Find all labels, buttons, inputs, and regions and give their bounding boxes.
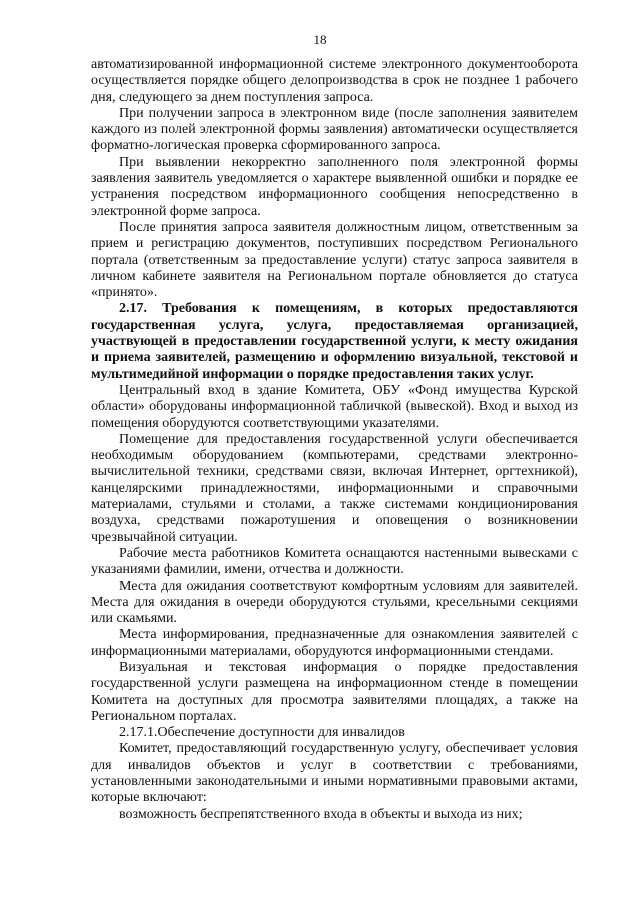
- paragraph-status-update: После принятия запроса заявителя должностным лицом, ответственным за прием и регистрацию документов, поступивших посредством Регионального портала (ответственным за предоставление услуги) статус запроса заявителя в личном кабинете заявителя на Региональном портале обновляется до статуса «принято».: [91, 219, 578, 301]
- subsection-heading-2-17-1: 2.17.1.Обеспечение доступности для инвалидов: [119, 725, 405, 741]
- document-body: [91, 57, 578, 823]
- paragraph-error-notification: При выявлении некорректно заполненного поля электронной формы заявления заявитель уведомляется о характере выявленной ошибки и порядке ее устранения посредством информационного сообщения непосредственно в электронной форме запроса.: [91, 154, 578, 219]
- paragraph-waiting-areas: Места для ожидания соответствуют комфортным условиям для заявителей. Места для ожидания в очереди оборудуются стульями, кресельными секциями или скамьями.: [91, 578, 578, 627]
- section-heading-2-17: 2.17. Требования к помещениям, в которых предоставляются государственная услуга, услуга, предоставляемая организацией, участвующей в предоставлении государственной услуги, к месту ожидания и приема заявителей, размещению и оформлению визуальной, текстовой и мультимедийной информации о порядке предоставления таких услуг.: [91, 301, 578, 382]
- paragraph-premises-equipment: Помещение для предоставления государственной услуги обеспечивается необходимым оборудованием (компьютерами, средствами электронно-вычислительной техники, средствами связи, включая Интернет, оргтехникой), канцелярскими принадлежностями, информационными и справочными материалами, стульями и столами, а также системами кондиционирования воздуха, средствами пожаротушения и оповещения о возникновении чрезвычайной ситуации.: [91, 431, 578, 545]
- page-number: 18: [313, 32, 327, 47]
- paragraph-information-places: Места информирования, предназначенные для ознакомления заявителей с информационными материалами, оборудуются информационными стендами.: [91, 627, 578, 659]
- paragraph-central-entrance: Центральный вход в здание Комитета, ОБУ «Фонд имущества Курской области» оборудованы информационной табличкой (вывеской). Вход и выход из помещения оборудуются соответствующими указателями.: [91, 382, 578, 431]
- paragraph-accessibility-conditions: Комитет, предоставляющий государственную услугу, обеспечивает условия для инвалидов объектов и услуг в соответствии с требованиями, установленными законодательными и иными нормативными правовыми актами, которые включают:: [91, 741, 578, 806]
- paragraph-continuation: автоматизированной информационной системе электронного документооборота осуществляется порядке общего делопроизводства в срок не позднее 1 рабочего дня, следующего за днем поступления запроса.: [91, 57, 578, 105]
- paragraph-accessibility-item: возможность беспрепятственного входа в объекты и выхода из них;: [119, 806, 523, 822]
- paragraph-visual-information: Визуальная и текстовая информация о порядке предоставления государственной услуги размещена на информационном стенде в помещении Комитета на доступных для просмотра заявителями площадях, а также на Региональном порталах.: [91, 659, 578, 724]
- paragraph-workplaces: Рабочие места работников Комитета оснащаются настенными вывесками с указаниями фамилии, имени, отчества и должности.: [91, 545, 578, 578]
- paragraph-electronic-check: При получении запроса в электронном виде (после заполнения заявителем каждого из полей электронной формы заявления) автоматически осуществляется форматно-логическая проверка сформированного запроса.: [91, 105, 578, 154]
